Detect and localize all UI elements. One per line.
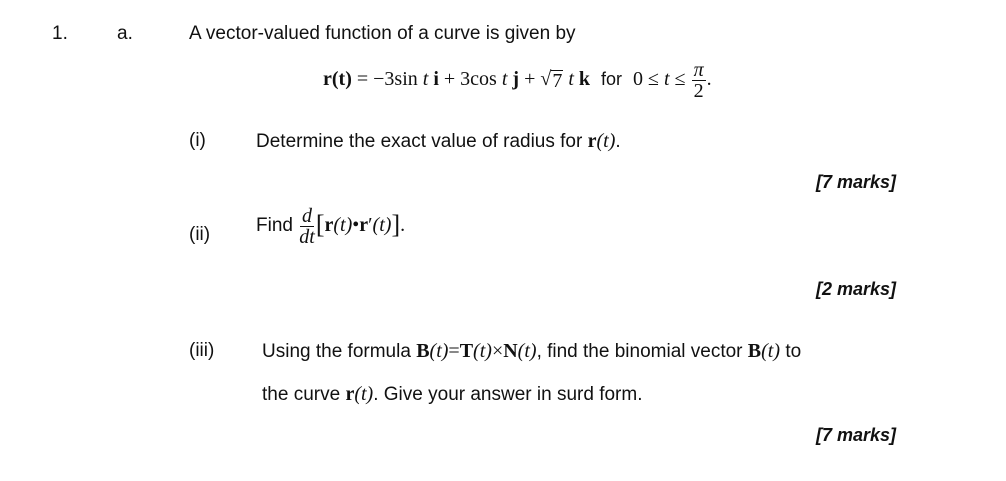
- question-number: 1.: [52, 23, 68, 44]
- subpart-ii-label: (ii): [189, 224, 211, 245]
- subpart-iii-label: (iii): [189, 340, 215, 361]
- subpart-i-marks: [7 marks]: [815, 172, 896, 192]
- subpart-i-label: (i): [189, 130, 206, 151]
- intro-text: A vector-valued function of a curve is given by: [189, 23, 576, 44]
- subpart-iii-marks: [7 marks]: [815, 425, 896, 445]
- subpart-iii-line1: Using the formula B(t)=T(t)×N(t), find the binomial vector B(t) to: [262, 340, 802, 362]
- part-label: a.: [117, 23, 133, 44]
- subpart-ii-text: Find $\frac{d}{dt}$ [r(t)•r′(t)].: [256, 205, 406, 248]
- subpart-i-text: Determine the exact value of radius for r(t).: [256, 130, 621, 152]
- subpart-ii-marks: [2 marks]: [815, 279, 896, 299]
- vector-function-equation: r(t) = −3sin t i + 3cos t j + √ 7 t k for 0 ≤ t ≤ $\frac{\pi}{2}$ .: [323, 59, 712, 102]
- subpart-iii-line2: the curve r(t). Give your answer in surd form.: [262, 383, 643, 405]
